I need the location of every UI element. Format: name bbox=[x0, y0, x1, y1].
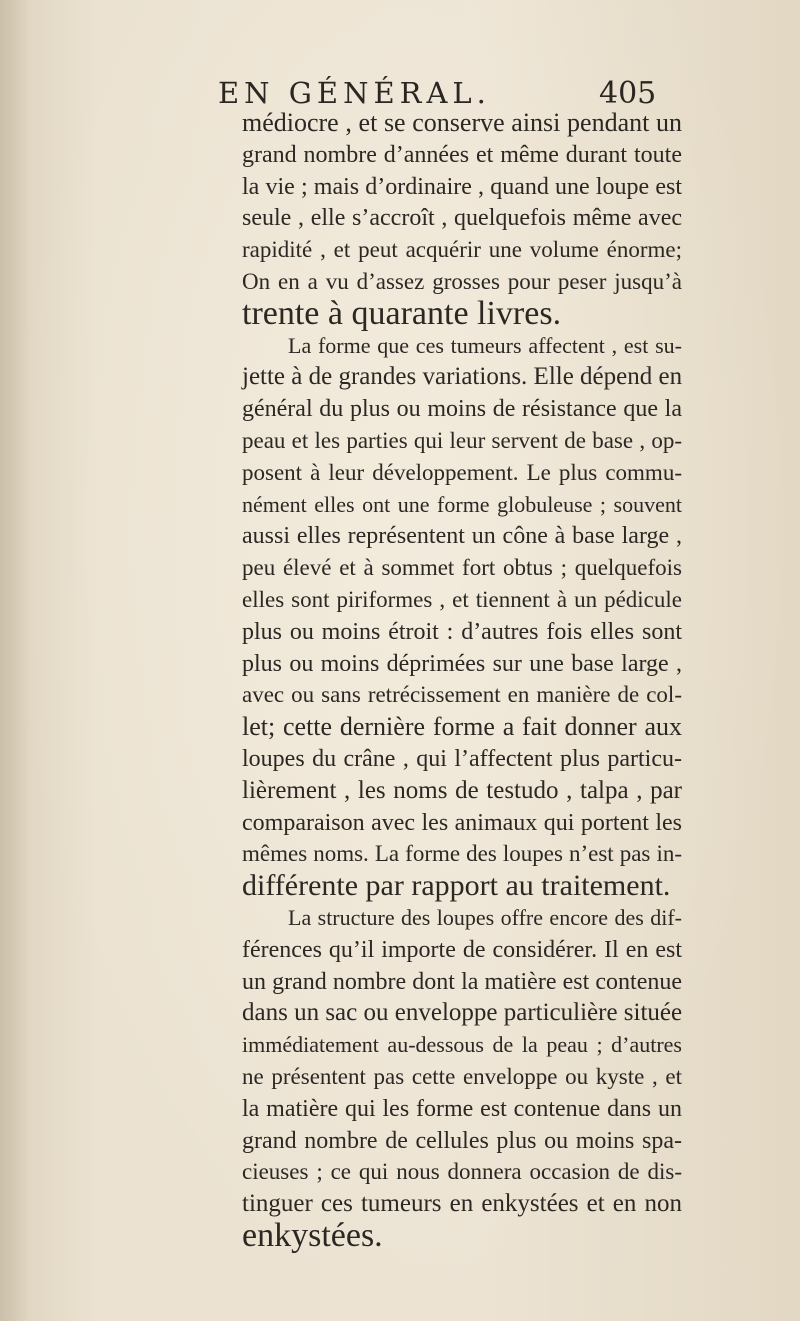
text-line: peu élevé et à sommet fort obtus ; quelquefois bbox=[242, 555, 682, 580]
text-line: tinguer ces tumeurs en enkystées et en non bbox=[242, 1190, 682, 1217]
text-line: férences qu’il importe de considérer. Il en est bbox=[242, 937, 682, 963]
text-line: grand nombre d’années et même durant toute bbox=[242, 142, 682, 168]
text-line: la vie ; mais d’ordinaire , quand une loupe est bbox=[242, 174, 682, 200]
text-line: peau et les parties qui leur servent de base , op- bbox=[242, 428, 682, 453]
text-line: immédiatement au-dessous de la peau ; d’autres bbox=[242, 1032, 682, 1057]
text-line: jette à de grandes variations. Elle dépend en bbox=[242, 363, 683, 390]
running-head: EN GÉNÉRAL. bbox=[218, 76, 491, 110]
text-line: plus ou moins étroit : d’autres fois elles sont bbox=[242, 619, 682, 645]
text-line: posent à leur développement. Le plus commu- bbox=[242, 460, 682, 485]
text-line: let; cette dernière forme a fait donner aux bbox=[242, 712, 682, 741]
text-line: médiocre , et se conserve ainsi pendant un bbox=[242, 108, 682, 137]
text-line: mêmes noms. La forme des loupes n’est pas in- bbox=[242, 841, 682, 866]
paragraph-start-line: La structure des loupes offre encore des dif- bbox=[288, 905, 682, 930]
text-line: aussi elles représentent un cône à base large , bbox=[242, 523, 682, 549]
text-line: enkystées. bbox=[242, 1217, 383, 1254]
paragraph-start-line: La forme que ces tumeurs affectent , est su- bbox=[288, 333, 682, 358]
text-line: plus ou moins déprimées sur une base large , bbox=[242, 651, 682, 677]
paragraph-end-line: différente par rapport au traitement. bbox=[242, 869, 671, 902]
text-line: rapidité , et peut acquérir une volume énorme; bbox=[242, 237, 682, 262]
text-line: grand nombre de cellules plus ou moins spa- bbox=[242, 1128, 682, 1154]
text-line: dans un sac ou enveloppe particulière située bbox=[242, 999, 683, 1026]
text-line: cieuses ; ce qui nous donnera occasion de dis- bbox=[242, 1159, 682, 1184]
text-line: avec ou sans retrécissement en manière de col- bbox=[242, 682, 682, 707]
text-line: ne présentent pas cette enveloppe ou kyste , et bbox=[242, 1064, 682, 1089]
text-line: général du plus ou moins de résistance que la bbox=[242, 396, 682, 422]
page-number: 405 bbox=[599, 76, 657, 111]
text-line: seule , elle s’accroît , quelquefois même avec bbox=[242, 205, 682, 231]
text-line: loupes du crâne , qui l’affectent plus particu- bbox=[242, 746, 682, 772]
text-line: On en a vu d’assez grosses pour peser jusqu’à bbox=[242, 269, 682, 294]
text-line: lièrement , les noms de testudo , talpa , par bbox=[242, 777, 682, 804]
text-line: comparaison avec les animaux qui portent les bbox=[242, 810, 682, 836]
paragraph-end-line: trente à quarante livres. bbox=[242, 295, 562, 332]
text-line: elles sont piriformes , et tiennent à un pédicule bbox=[242, 587, 682, 612]
text-line: un grand nombre dont la matière est contenue bbox=[242, 969, 682, 995]
text-line: la matière qui les forme est contenue dans un bbox=[242, 1096, 682, 1122]
text-line: nément elles ont une forme globuleuse ; souvent bbox=[242, 492, 682, 517]
